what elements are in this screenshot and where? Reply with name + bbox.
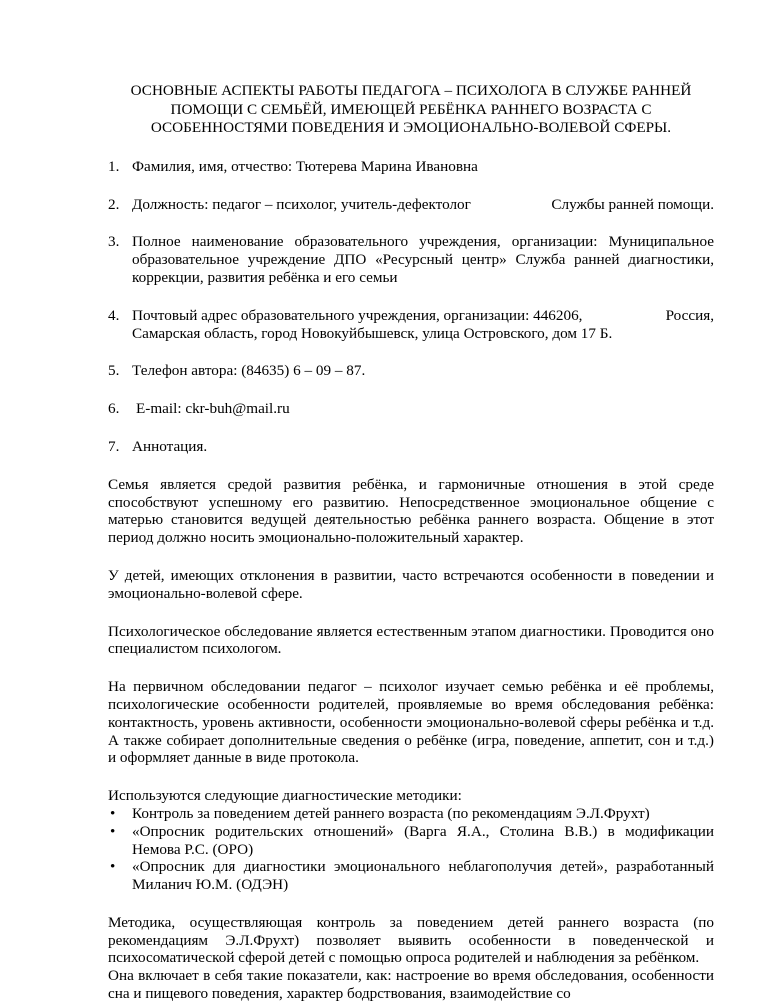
list-item — [108, 805, 714, 823]
item-text: Фамилия, имя, отчество: Тютерева Марина Ивановна — [132, 157, 478, 175]
bullet-icon: • — [110, 822, 116, 840]
method-text: «Опросник для диагностики эмоционального неблагополучия детей», разработанный Миланич Ю.М. (ОДЭН) — [132, 858, 714, 894]
document-title: ОСНОВНЫЕ АСПЕКТЫ РАБОТЫ ПЕДАГОГА – ПСИХОЛОГА В СЛУЖБЕ РАННЕЙ ПОМОЩИ С СЕМЬЁЙ, ИМЕЮЩЕЙ РЕБЁНКА РАННЕГО ВОЗРАСТА С ОСОБЕННОСТЯМИ ПОВЕДЕНИЯ И ЭМОЦИОНАЛЬНО-ВОЛЕВОЙ СФЕРЫ. — [130, 82, 692, 137]
item-number: 6. — [108, 400, 120, 418]
item-number: 1. — [108, 157, 120, 175]
list-item-6 — [108, 400, 714, 418]
list-item-7 — [108, 438, 714, 456]
bullet-icon: • — [110, 804, 116, 822]
method-text: Контроль за поведением детей раннего возраста (по рекомендациям Э.Л.Фрухт) — [132, 804, 650, 822]
position-service: Службы ранней помощи. — [551, 195, 714, 213]
paragraph: У детей, имеющих отклонения в развитии, часто встречаются особенности в поведении и эмоционально-волевой сфере. — [108, 566, 714, 602]
address-country: Россия, — [665, 306, 714, 324]
list-item-2 — [108, 196, 714, 214]
item-text: Телефон автора: (84635) 6 – 09 – 87. — [132, 362, 366, 380]
method-text: «Опросник родительских отношений» (Варга Я.А., Столина В.В.) в модификации Немова Р.С. (ОРО) — [132, 822, 714, 858]
document-page — [108, 82, 714, 1003]
address-line-1 — [132, 307, 714, 325]
bullet-icon: • — [110, 858, 116, 876]
list-item — [108, 823, 714, 859]
item-text — [132, 196, 714, 214]
list-item-5 — [108, 362, 714, 380]
paragraph: На первичном обследовании педагог – психолог изучает семью ребёнка и её проблемы, психологические особенности родителей, проявляемые во время обследования ребёнка: контактность, уровень активности, особенности эмоционально-волевой сферы ребёнка и т.д. А также собирает дополнительные сведения о ребёнке (игра, поведение, аппетит, сон и т.д.) и оформляет данные в виде протокола. — [108, 678, 714, 767]
email-text: E-mail: ckr-buh@mail.ru — [136, 400, 290, 418]
item-number: 2. — [108, 195, 120, 213]
position-label: Должность: педагог – психолог, учитель-дефектолог — [132, 195, 471, 213]
methods-intro: Используются следующие диагностические методики: — [108, 787, 462, 805]
address-part-1: Почтовый адрес образовательного учреждения, организации: 446206, — [132, 306, 583, 324]
methods-list — [108, 805, 714, 894]
item-text: Аннотация. — [132, 437, 208, 455]
item-number: 3. — [108, 233, 120, 251]
paragraph: Семья является средой развития ребёнка, и гармоничные отношения в этой среде способствуют успешному его развитию. Непосредственное эмоциональное общение с матерью становится ведущей деятельностью ребёнка раннего возраста. Общение в этот период должно носить эмоционально-положительный характер. — [108, 475, 714, 547]
address-line-2: Самарская область, город Новокуйбышевск, улица Островского, дом 17 Б. — [132, 324, 613, 342]
paragraph: Методика, осуществляющая контроль за поведением детей раннего возраста (по рекомендациям Э.Л.Фрухт) позволяет выявить особенности в поведенческой и психосоматической сферой детей с помощью опроса родителей и наблюдения за ребёнком. — [108, 913, 714, 967]
item-number: 5. — [108, 362, 120, 380]
paragraph: Она включает в себя такие показатели, как: настроение во время обследования, особенности сна и пищевого поведения, характер бодрствования, взаимодействие со — [108, 967, 714, 1003]
paragraph: Психологическое обследование является естественным этапом диагностики. Проводится оно специалистом психологом. — [108, 622, 714, 658]
list-item-3 — [108, 233, 714, 286]
item-number: 7. — [108, 437, 120, 455]
list-item-1 — [108, 158, 714, 176]
item-text: Полное наименование образовательного учреждения, организации: Муниципальное образовательное учреждение ДПО «Ресурсный центр» Служба ранней диагностики, коррекции, развития ребёнка и его семьи — [132, 233, 714, 286]
list-item-4 — [108, 307, 714, 343]
item-number: 4. — [108, 306, 120, 324]
item-text — [132, 307, 714, 343]
list-item — [108, 858, 714, 894]
